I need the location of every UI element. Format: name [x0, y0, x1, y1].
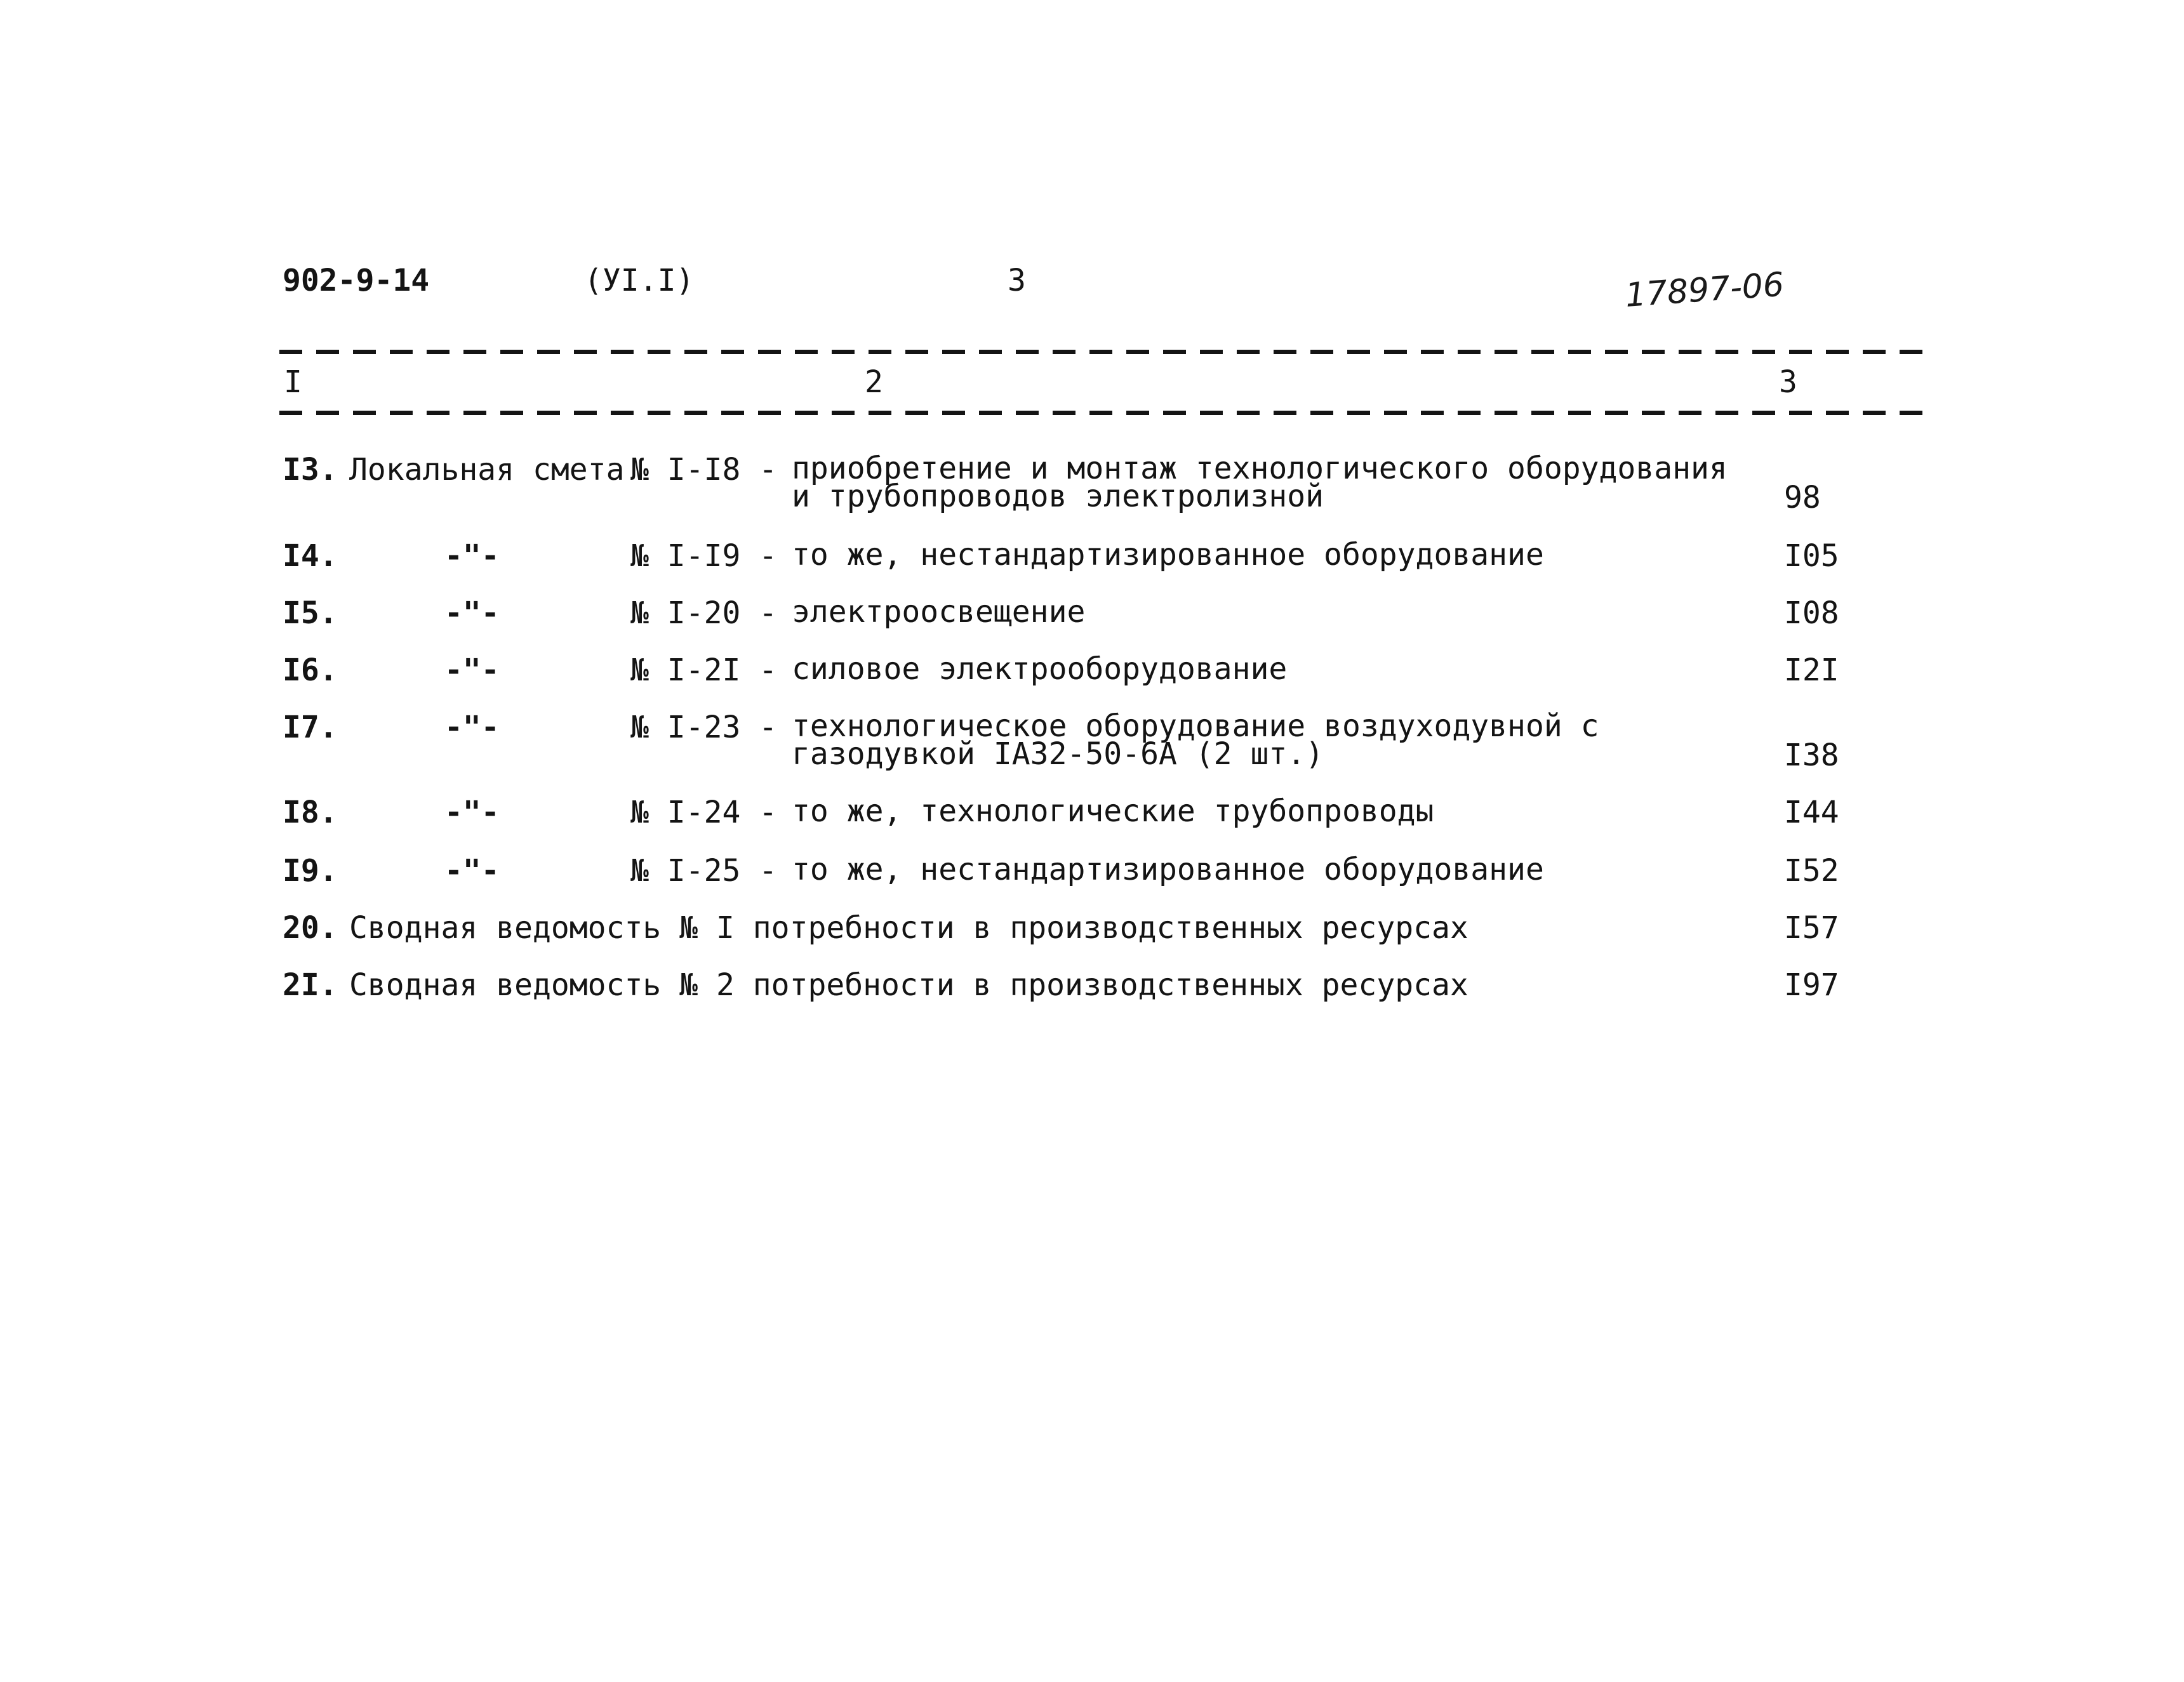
row-description: то же, нестандартизированное оборудование: [792, 852, 1544, 887]
row-number: I3.: [283, 452, 338, 487]
row-number: I8.: [283, 795, 338, 830]
table-row: [0, 708, 2184, 776]
row-page: I2I: [1784, 652, 1839, 688]
table-row: [0, 594, 2184, 636]
table-row: [0, 852, 2184, 894]
row-reference: № I-I9 -: [630, 538, 778, 574]
column-header-2: 2: [865, 364, 883, 400]
ditto-mark: -"-: [444, 853, 500, 889]
row-description: то же, нестандартизированное оборудование: [792, 537, 1544, 573]
row-description: силовое электрооборудование: [792, 651, 1288, 687]
column-header-3: 3: [1779, 364, 1797, 400]
table-row: [0, 651, 2184, 693]
row-description: технологическое оборудование воздуходувной с: [792, 708, 1599, 744]
table-row: [0, 451, 2184, 518]
ditto-mark: -"-: [444, 795, 500, 830]
row-page: 98: [1784, 480, 1821, 515]
row-page: I57: [1784, 910, 1839, 946]
row-page: I38: [1784, 738, 1839, 773]
ditto-mark: -"-: [444, 710, 500, 745]
row-label: Локальная смета: [349, 452, 625, 487]
row-description: то же, технологические трубопроводы: [792, 793, 1434, 829]
handwritten-inventory-number: 17897-06: [1623, 265, 1785, 315]
row-summary-text: Сводная ведомость № 2 потребности в производственных ресурсах: [349, 967, 1468, 1003]
row-reference: № I-20 -: [630, 595, 778, 631]
row-number: I4.: [283, 538, 338, 574]
row-page: I08: [1784, 595, 1839, 631]
row-description-continued: и трубопроводов электролизной: [792, 479, 1324, 514]
row-reference: № I-I8 -: [630, 452, 778, 487]
ditto-mark: -"-: [444, 595, 500, 631]
row-description-continued: газодувкой IA32-50-6A (2 шт.): [792, 736, 1324, 772]
row-number: 20.: [283, 910, 338, 946]
table-row: [0, 793, 2184, 835]
row-page: I05: [1784, 538, 1839, 574]
row-number: I6.: [283, 652, 338, 688]
row-page: I44: [1784, 795, 1839, 830]
document-code: 902-9-14: [283, 263, 430, 298]
ditto-mark: -"-: [444, 538, 500, 574]
row-page: I97: [1784, 967, 1839, 1003]
row-page: I52: [1784, 853, 1839, 889]
row-reference: № I-2I -: [630, 652, 778, 688]
row-number: 2I.: [283, 967, 338, 1003]
row-description: приобретение и монтаж технологического оборудования: [792, 451, 1728, 486]
row-number: I9.: [283, 853, 338, 889]
row-reference: № I-24 -: [630, 795, 778, 830]
row-description: электроосвещение: [792, 594, 1086, 630]
page-number: 3: [1008, 263, 1026, 298]
row-reference: № I-25 -: [630, 853, 778, 889]
table-row: [0, 967, 2184, 1008]
top-dashed-rule: [279, 350, 1936, 354]
table-row: [0, 537, 2184, 579]
table-row: [0, 910, 2184, 951]
row-number: I5.: [283, 595, 338, 631]
column-header-1: I: [284, 364, 302, 400]
ditto-mark: -"-: [444, 652, 500, 688]
row-summary-text: Сводная ведомость № I потребности в производственных ресурсах: [349, 910, 1468, 946]
row-reference: № I-23 -: [630, 710, 778, 745]
bottom-dashed-rule: [279, 411, 1936, 415]
volume-label: (УI.I): [584, 263, 695, 298]
row-number: I7.: [283, 710, 338, 745]
